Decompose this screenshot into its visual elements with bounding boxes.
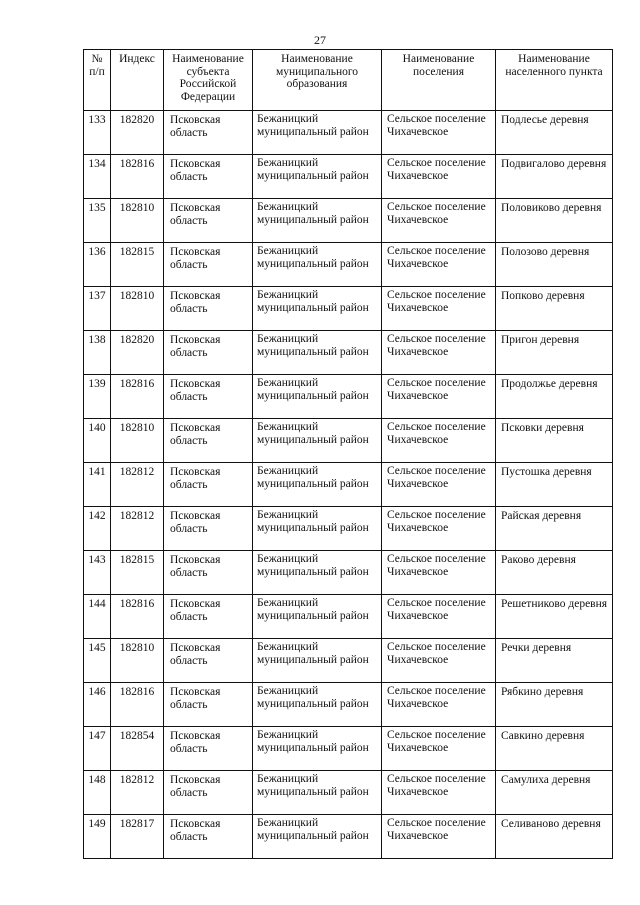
row-number: 146 <box>84 683 111 727</box>
header-number: № п/п <box>84 50 111 111</box>
subject-name: Псковская область <box>164 727 253 771</box>
header-municipality: Наименование муниципального образования <box>253 50 382 111</box>
locality-name: Рябкино деревня <box>496 683 613 727</box>
row-number: 135 <box>84 199 111 243</box>
postal-index: 182810 <box>111 419 164 463</box>
postal-index: 182820 <box>111 331 164 375</box>
locality-name: Пригон деревня <box>496 331 613 375</box>
postal-index: 182817 <box>111 815 164 859</box>
settlement-name: Сельское поселение Чихачевское <box>382 815 496 859</box>
row-number: 148 <box>84 771 111 815</box>
municipality-name: Бежаницкий муниципальный район <box>253 463 382 507</box>
header-settlement: Наименование поселения <box>382 50 496 111</box>
table-header-row <box>84 50 613 111</box>
locality-name: Попково деревня <box>496 287 613 331</box>
locality-name: Раково деревня <box>496 551 613 595</box>
header-index: Индекс <box>111 50 164 111</box>
postal-index: 182810 <box>111 287 164 331</box>
row-number: 141 <box>84 463 111 507</box>
settlement-name: Сельское поселение Чихачевское <box>382 243 496 287</box>
municipality-name: Бежаницкий муниципальный район <box>253 771 382 815</box>
row-number: 133 <box>84 111 111 155</box>
municipality-name: Бежаницкий муниципальный район <box>253 155 382 199</box>
table-row <box>84 639 613 683</box>
row-number: 142 <box>84 507 111 551</box>
subject-name: Псковская область <box>164 683 253 727</box>
table-row <box>84 111 613 155</box>
table-row <box>84 375 613 419</box>
header-subject: Наименование субъекта Российской Федерации <box>164 50 253 111</box>
postal-index: 182812 <box>111 507 164 551</box>
subject-name: Псковская область <box>164 199 253 243</box>
settlement-name: Сельское поселение Чихачевское <box>382 375 496 419</box>
row-number: 145 <box>84 639 111 683</box>
locality-name: Райская деревня <box>496 507 613 551</box>
header-locality: Наименование населенного пункта <box>496 50 613 111</box>
locality-name: Продолжье деревня <box>496 375 613 419</box>
subject-name: Псковская область <box>164 243 253 287</box>
settlement-name: Сельское поселение Чихачевское <box>382 287 496 331</box>
municipality-name: Бежаницкий муниципальный район <box>253 111 382 155</box>
municipality-name: Бежаницкий муниципальный район <box>253 507 382 551</box>
locality-name: Подлесье деревня <box>496 111 613 155</box>
settlement-name: Сельское поселение Чихачевское <box>382 199 496 243</box>
settlement-name: Сельское поселение Чихачевское <box>382 683 496 727</box>
settlement-name: Сельское поселение Чихачевское <box>382 551 496 595</box>
page-number: 27 <box>314 33 326 47</box>
table-row <box>84 507 613 551</box>
locality-name: Савкино деревня <box>496 727 613 771</box>
table-row <box>84 551 613 595</box>
municipality-name: Бежаницкий муниципальный район <box>253 199 382 243</box>
settlement-name: Сельское поселение Чихачевское <box>382 111 496 155</box>
municipality-name: Бежаницкий муниципальный район <box>253 595 382 639</box>
table-row <box>84 683 613 727</box>
row-number: 143 <box>84 551 111 595</box>
table-row <box>84 815 613 859</box>
locality-name: Полозово деревня <box>496 243 613 287</box>
municipality-name: Бежаницкий муниципальный район <box>253 815 382 859</box>
postal-index: 182812 <box>111 463 164 507</box>
subject-name: Псковская область <box>164 595 253 639</box>
row-number: 139 <box>84 375 111 419</box>
subject-name: Псковская область <box>164 419 253 463</box>
locality-name: Пустошка деревня <box>496 463 613 507</box>
table-row <box>84 419 613 463</box>
table-row <box>84 287 613 331</box>
subject-name: Псковская область <box>164 551 253 595</box>
postal-index: 182810 <box>111 639 164 683</box>
table-row <box>84 155 613 199</box>
postal-index: 182815 <box>111 551 164 595</box>
locality-name: Самулиха деревня <box>496 771 613 815</box>
subject-name: Псковская область <box>164 287 253 331</box>
postal-index: 182820 <box>111 111 164 155</box>
row-number: 137 <box>84 287 111 331</box>
subject-name: Псковская область <box>164 463 253 507</box>
postal-index: 182816 <box>111 155 164 199</box>
settlements-table <box>83 49 613 859</box>
municipality-name: Бежаницкий муниципальный район <box>253 727 382 771</box>
subject-name: Псковская область <box>164 639 253 683</box>
table-row <box>84 331 613 375</box>
row-number: 134 <box>84 155 111 199</box>
row-number: 138 <box>84 331 111 375</box>
subject-name: Псковская область <box>164 111 253 155</box>
row-number: 144 <box>84 595 111 639</box>
row-number: 140 <box>84 419 111 463</box>
table-row <box>84 727 613 771</box>
postal-index: 182816 <box>111 375 164 419</box>
settlement-name: Сельское поселение Чихачевское <box>382 639 496 683</box>
settlement-name: Сельское поселение Чихачевское <box>382 463 496 507</box>
row-number: 149 <box>84 815 111 859</box>
subject-name: Псковская область <box>164 155 253 199</box>
postal-index: 182815 <box>111 243 164 287</box>
subject-name: Псковская область <box>164 771 253 815</box>
municipality-name: Бежаницкий муниципальный район <box>253 287 382 331</box>
table-row <box>84 243 613 287</box>
subject-name: Псковская область <box>164 375 253 419</box>
municipality-name: Бежаницкий муниципальный район <box>253 243 382 287</box>
table-row <box>84 595 613 639</box>
settlement-name: Сельское поселение Чихачевское <box>382 727 496 771</box>
municipality-name: Бежаницкий муниципальный район <box>253 683 382 727</box>
locality-name: Половиково деревня <box>496 199 613 243</box>
subject-name: Псковская область <box>164 815 253 859</box>
municipality-name: Бежаницкий муниципальный район <box>253 551 382 595</box>
postal-index: 182816 <box>111 683 164 727</box>
table-row <box>84 199 613 243</box>
municipality-name: Бежаницкий муниципальный район <box>253 419 382 463</box>
postal-index: 182854 <box>111 727 164 771</box>
settlement-name: Сельское поселение Чихачевское <box>382 595 496 639</box>
settlement-name: Сельское поселение Чихачевское <box>382 507 496 551</box>
locality-name: Речки деревня <box>496 639 613 683</box>
locality-name: Подвигалово деревня <box>496 155 613 199</box>
postal-index: 182812 <box>111 771 164 815</box>
row-number: 136 <box>84 243 111 287</box>
table-row <box>84 771 613 815</box>
municipality-name: Бежаницкий муниципальный район <box>253 375 382 419</box>
locality-name: Решетниково деревня <box>496 595 613 639</box>
row-number: 147 <box>84 727 111 771</box>
subject-name: Псковская область <box>164 507 253 551</box>
municipality-name: Бежаницкий муниципальный район <box>253 639 382 683</box>
locality-name: Селиваново деревня <box>496 815 613 859</box>
settlement-name: Сельское поселение Чихачевское <box>382 155 496 199</box>
postal-index: 182810 <box>111 199 164 243</box>
settlement-name: Сельское поселение Чихачевское <box>382 419 496 463</box>
postal-index: 182816 <box>111 595 164 639</box>
locality-name: Псковки деревня <box>496 419 613 463</box>
settlement-name: Сельское поселение Чихачевское <box>382 771 496 815</box>
subject-name: Псковская область <box>164 331 253 375</box>
municipality-name: Бежаницкий муниципальный район <box>253 331 382 375</box>
settlement-name: Сельское поселение Чихачевское <box>382 331 496 375</box>
table-row <box>84 463 613 507</box>
table-body <box>84 111 613 859</box>
